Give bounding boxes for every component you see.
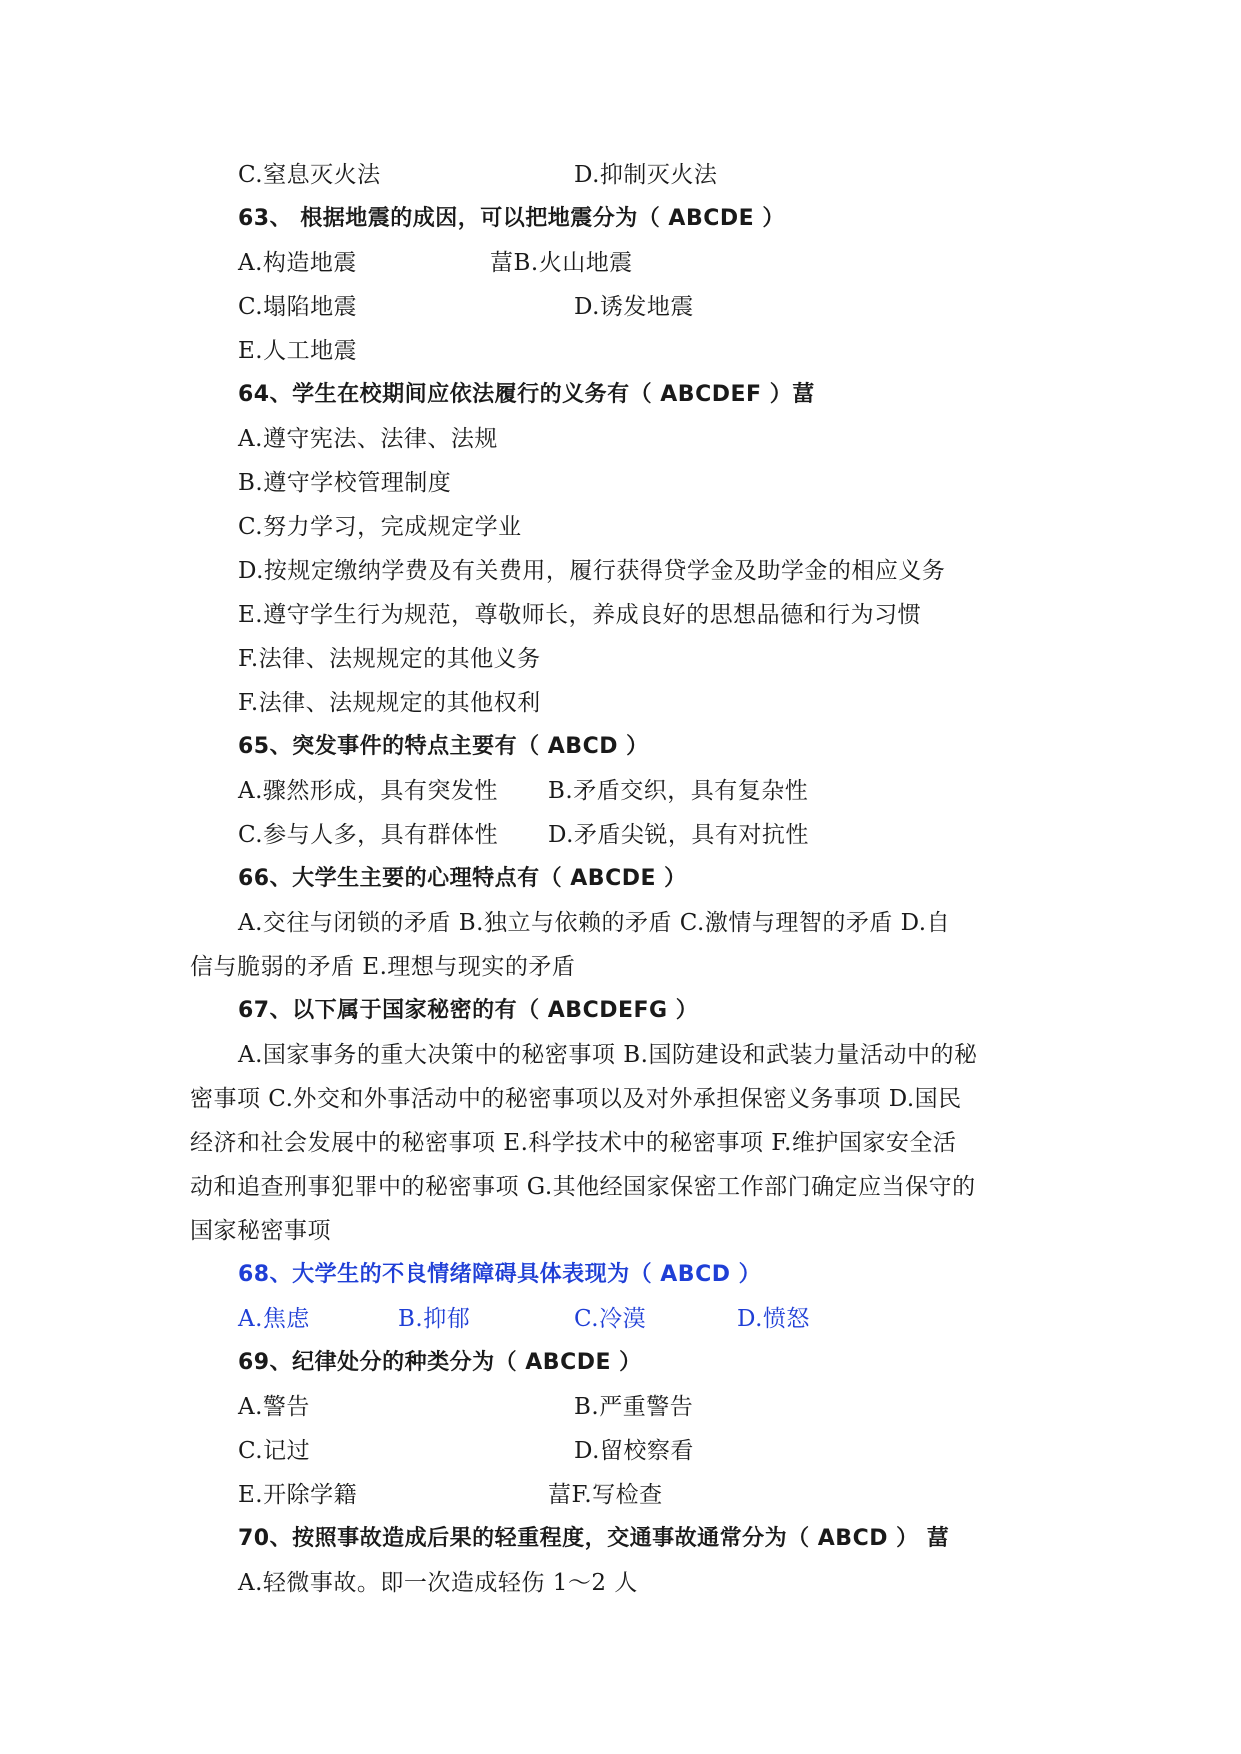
q68-stem: 68、大学生的不良情绪障碍具体表现为（ ABCD ） [238,1262,762,1287]
q65-stem: 65、突发事件的特点主要有（ ABCD ） [238,734,649,759]
q69-option-a: A.警告 [238,1394,310,1420]
q67-options-line: A.国家事务的重大决策中的秘密事项 B.国防建设和武装力量活动中的秘 [238,1042,978,1068]
q65-option-c: C.参与人多，具有群体性 [238,822,499,848]
q69-option-e: E.开除学籍 [238,1482,358,1508]
q67-options-line: 动和追查刑事犯罪中的秘密事项 G.其他经国家保密工作部门确定应当保守的 [190,1174,976,1200]
q63-option-b: 葍B.火山地震 [490,250,633,276]
q63-option-d: D.诱发地震 [574,294,694,320]
q68-option-a: A.焦虑 [238,1306,310,1332]
q65-option-b: B.矛盾交织，具有复杂性 [548,778,809,804]
q69-option-c: C.记过 [238,1438,311,1464]
q62-option-d: D.抑制灭火法 [574,162,718,188]
q63-option-a: A.构造地震 [238,250,357,276]
q66-stem: 66、大学生主要的心理特点有（ ABCDE ） [238,866,687,891]
q63-stem: 63、 根据地震的成因，可以把地震分为（ ABCDE ） [238,206,785,231]
q64-option: A.遵守宪法、法律、法规 [238,426,498,452]
q70-option-a: A.轻微事故。即一次造成轻伤 1～2 人 [238,1570,638,1596]
q69-stem: 69、纪律处分的种类分为（ ABCDE ） [238,1350,642,1375]
q64-option: D.按规定缴纳学费及有关费用，履行获得贷学金及助学金的相应义务 [238,558,946,584]
q66-options-line: 信与脆弱的矛盾 E.理想与现实的矛盾 [190,954,576,980]
q64-option: C.努力学习，完成规定学业 [238,514,522,540]
q68-option-b: B.抑郁 [398,1306,471,1332]
q68-option-d: D.愤怒 [737,1306,810,1332]
q69-option-b: B.严重警告 [574,1394,694,1420]
q67-options-line: 密事项 C.外交和外事活动中的秘密事项以及对外承担保密义务事项 D.国民 [190,1086,962,1112]
q65-option-d: D.矛盾尖锐，具有对抗性 [548,822,809,848]
q67-options-line: 国家秘密事项 [190,1218,331,1244]
q63-option-e: E.人工地震 [238,338,358,364]
q62-option-c: C.窒息灭火法 [238,162,381,188]
q68-option-c: C.冷漠 [574,1306,647,1332]
q67-options-line: 经济和社会发展中的秘密事项 E.科学技术中的秘密事项 F.维护国家安全活 [190,1130,957,1156]
q64-option: E.遵守学生行为规范，尊敬师长，养成良好的思想品德和行为习惯 [238,602,922,628]
q70-stem: 70、按照事故造成后果的轻重程度，交通事故通常分为（ ABCD ） 葍 [238,1526,950,1551]
q63-option-c: C.塌陷地震 [238,294,358,320]
q66-options-line: A.交往与闭锁的矛盾 B.独立与依赖的矛盾 C.激情与理智的矛盾 D.自 [238,910,951,936]
q64-stem: 64、学生在校期间应依法履行的义务有（ ABCDEF ）葍 [238,382,815,407]
q64-option: B.遵守学校管理制度 [238,470,452,496]
q64-option: F.法律、法规规定的其他权利 [238,690,541,716]
q67-stem: 67、以下属于国家秘密的有（ ABCDEFG ） [238,998,699,1023]
q69-option-d: D.留校察看 [574,1438,694,1464]
q64-option: F.法律、法规规定的其他义务 [238,646,541,672]
q69-option-f: 葍F.写检查 [548,1482,663,1508]
q65-option-a: A.骤然形成，具有突发性 [238,778,498,804]
